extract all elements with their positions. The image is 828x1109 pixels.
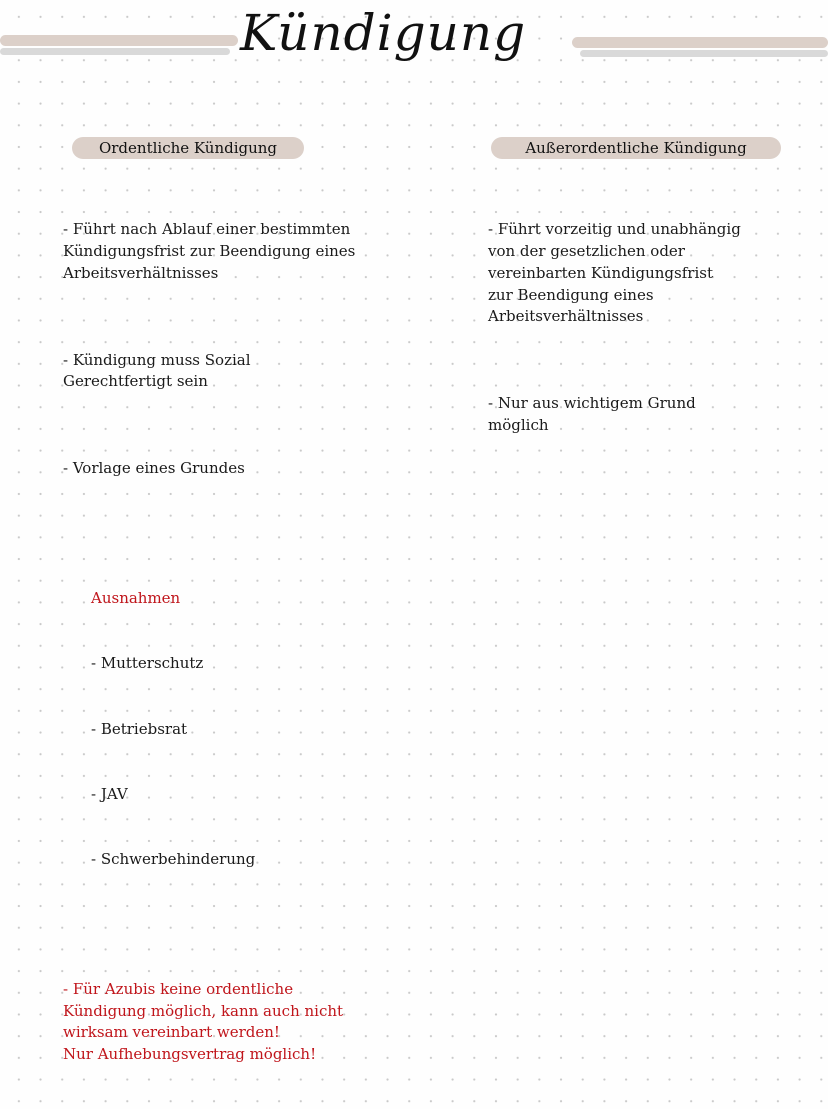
right-point-vorzeitig: - Führt vorzeitig und unabhängig von der gesetzlichen oder vereinbarten Kündigungsfrist zur Beendigung eines Arbeitsverhältnisses — [488, 220, 741, 326]
left-column — [63, 176, 423, 1109]
heading-ausserordentliche-kuendigung: Außerordentliche Kündigung — [491, 137, 781, 159]
exception-item: - JAV — [91, 784, 128, 803]
page-title: Kündigung — [240, 4, 527, 62]
azubi-note: - Für Azubis keine ordentliche Kündigung möglich, kann auch nicht wirksam vereinbart werden! Nur Aufhebungsvertrag möglich! — [63, 979, 344, 1064]
title-shadow-right — [580, 50, 828, 57]
exceptions-heading: Ausnahmen — [91, 589, 181, 608]
exception-item: - Schwerbehinderung — [91, 849, 256, 868]
exceptions-list — [91, 545, 423, 914]
left-point-grund: - Vorlage eines Grundes — [63, 459, 245, 478]
exception-item: - Mutterschutz — [91, 654, 204, 673]
exception-item: - Betriebsrat — [91, 719, 188, 738]
title-shadow-left — [0, 48, 230, 55]
heading-ordentliche-kuendigung: Ordentliche Kündigung — [72, 137, 304, 159]
title-decoration-left — [0, 35, 238, 46]
right-column — [488, 176, 808, 480]
left-point-sozial: - Kündigung muss Sozial Gerechtfertigt sein — [63, 350, 251, 391]
left-point-ablauf: - Führt nach Ablauf einer bestimmten Kündigungsfrist zur Beendigung eines Arbeitsverhältnisses — [63, 220, 356, 282]
title-decoration-right — [572, 37, 828, 48]
right-point-wichtiger-grund: - Nur aus wichtigem Grund möglich — [488, 394, 696, 434]
